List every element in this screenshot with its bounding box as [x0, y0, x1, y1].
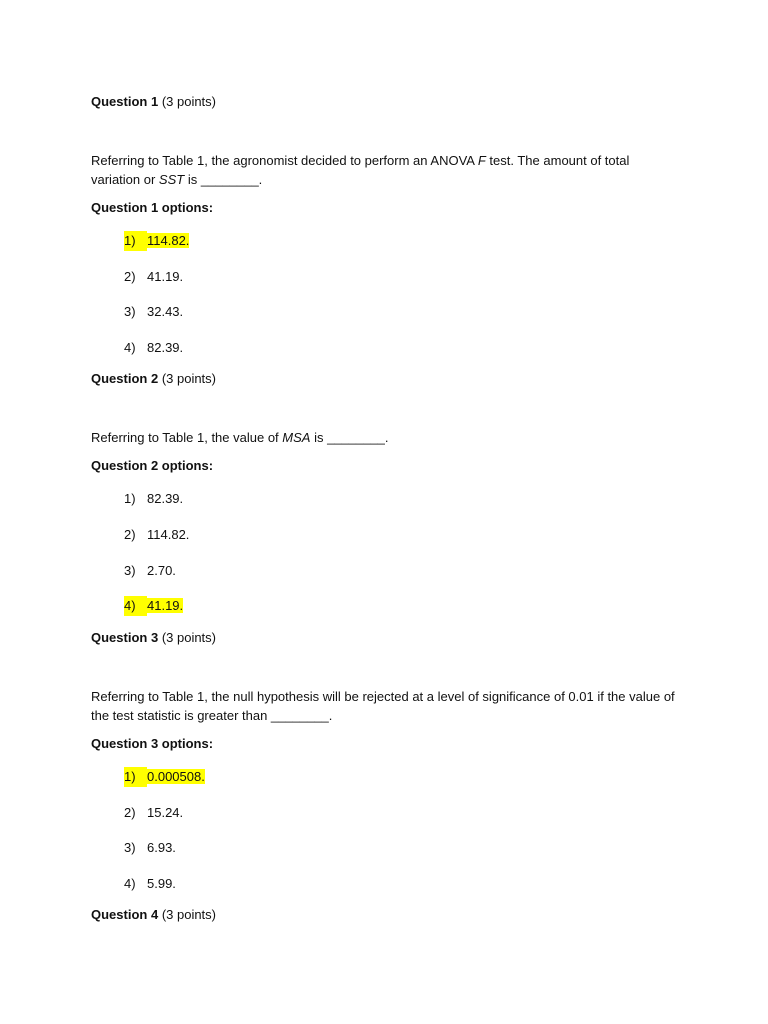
question-1-heading — [91, 92, 691, 112]
question-title: Question 1 — [91, 94, 159, 109]
question-1-option-1[interactable]: 1) 114.82. — [124, 231, 189, 251]
question-2-options-label: Question 2 options: — [91, 458, 214, 473]
question-1-options-label: Question 1 options: — [91, 200, 214, 215]
question-3-heading — [91, 628, 691, 648]
question-2-option-2[interactable]: 2) 114.82. — [124, 527, 190, 542]
question-title: Question 4 — [91, 907, 159, 922]
question-1-option-2[interactable]: 2) 41.19. — [124, 269, 184, 284]
question-2-option-3[interactable]: 3) 2.70. — [124, 563, 176, 578]
question-points: (3 points) — [161, 371, 217, 386]
question-2-text: Referring to Table 1, the value of MSA is ________. — [91, 430, 389, 445]
question-2-option-4[interactable]: 4) 41.19. — [124, 596, 183, 616]
question-4-heading — [91, 905, 691, 925]
question-1-option-4[interactable]: 4) 82.39. — [124, 340, 184, 355]
question-3-option-1[interactable]: 1) 0.000508. — [124, 767, 205, 787]
question-3-option-3[interactable]: 3) 6.93. — [124, 840, 176, 855]
question-points: (3 points) — [161, 907, 217, 922]
question-3-option-2[interactable]: 2) 15.24. — [124, 805, 184, 820]
question-1-text: Referring to Table 1, the agronomist decided to perform an ANOVA F test. The amount of total variation or SST is ________. — [91, 153, 630, 187]
question-points: (3 points) — [161, 94, 217, 109]
question-3-options-label: Question 3 options: — [91, 736, 214, 751]
question-2-heading — [91, 369, 691, 389]
question-1-option-3[interactable]: 3) 32.43. — [124, 304, 184, 319]
question-title: Question 3 — [91, 630, 159, 645]
question-3-option-4[interactable]: 4) 5.99. — [124, 876, 176, 891]
question-title: Question 2 — [91, 371, 159, 386]
question-2-option-1[interactable]: 1) 82.39. — [124, 491, 184, 506]
question-points: (3 points) — [161, 630, 217, 645]
question-3-text: Referring to Table 1, the null hypothesis will be rejected at a level of significance of 0.01 if the value of the test statistic is greater than ________. — [91, 689, 675, 723]
